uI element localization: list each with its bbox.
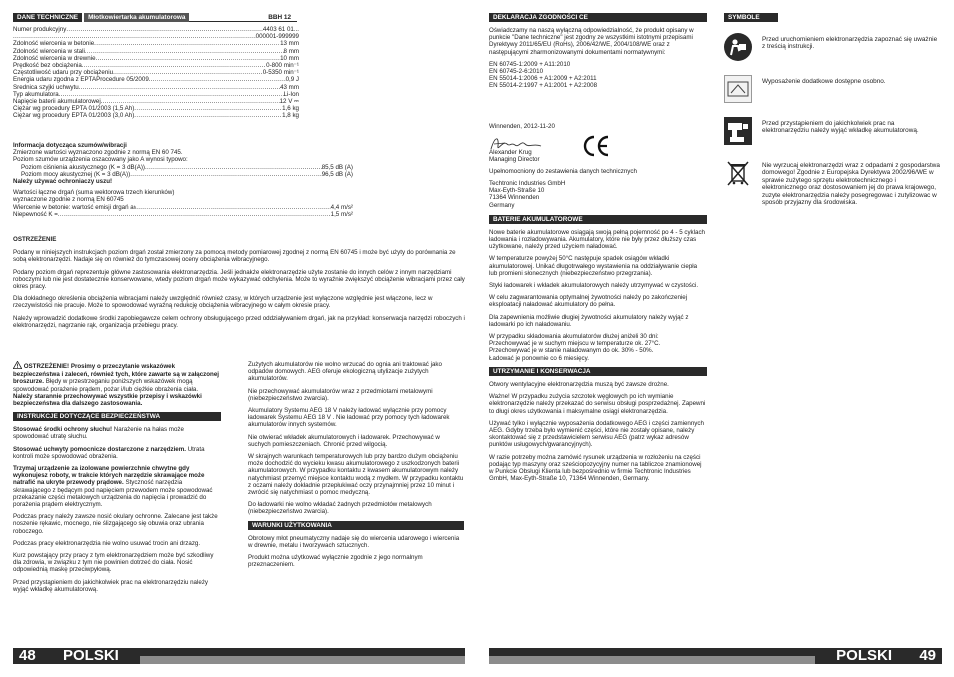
noise-pressure-row: Poziom ciśnienia akustycznego (K = 3 dB(A)) ..... 85,5 dB (A) — [13, 164, 353, 171]
page-49 — [477, 0, 954, 677]
spec-row: Napięcie baterii akumulatorowej ..... 12 V ⎓ — [13, 98, 299, 105]
vibration-warning-section — [13, 236, 465, 334]
safety-instructions-header: INSTRUKCJE DOTYCZĄCE BEZPIECZEŃSTWA — [13, 412, 221, 421]
safety-warning-text: Błędy w przestrzeganiu poniższych wskazówek mogą spowodować porażenie prądem, pożar i/lub ciężkie obrażenia ciała. — [13, 378, 199, 393]
noise-title: Informacja dotycząca szumów/wibracji — [13, 142, 127, 149]
spec-row: Zdolność wiercenia w drewnie ..... 10 mm — [13, 55, 299, 62]
ce-mark-icon — [581, 134, 611, 160]
language-label: POLSKI — [63, 647, 119, 664]
noise-intro1: Zmierzone wartości wyznaczono zgodnie z normą EN 60 745. — [13, 149, 183, 157]
vibration-intro1: Wartości łączne drgań (suma wektorowa trzech kierunków) — [13, 189, 175, 197]
batteries-header: BATERIE AKUMULATOROWE — [489, 215, 707, 224]
footer-right — [489, 648, 942, 664]
warning-para-1: Podany w niniejszych instrukcjach poziom drgań został zmierzony za pomocą metody pomiarowej zgodnej z normą EN 60745 i może być użyty do porównania ze sobą elektronarzędzi. Nadaje się on również do tymczasowej oceny obciążenia wibracyjnego. — [13, 249, 456, 264]
declaration-text: Oświadczamy na naszą wyłączną odpowiedzialność, że produkt opisany w punkcie "Dane techniczne" jest zgodny ze wszystkimi istotnymi przepisami Dyrektywy 2011/65/EU (RoHs), 2006/42/WE, 2004/108/WE oraz z następującymi zharmonizowanymi dokumentami normatywnymi: — [489, 27, 694, 56]
standard-item: EN 60745-1:2009 + A11:2010 — [489, 60, 571, 68]
page-number: 48 — [19, 647, 36, 664]
spec-row: Średnica szyjki uchwytu ..... 43 mm — [13, 84, 299, 91]
spec-row: Prędkość bez obciążenia ..... 0-800 min⁻¹ — [13, 62, 299, 69]
vibration-concrete-row: Wiercenie w betonie: wartość emisji drgań a h ..... 4,4 m/s² — [13, 204, 353, 211]
company-line: Max-Eyth-Straße 10 — [489, 187, 545, 195]
warning-para-3: Dla dokładnego określenia obciążenia wibracjami należy uwzględnić również czasy, w których urządzenie jest wyłączone względnie jest włączone, lecz w rzeczywistości nie pracuje. Może to spowodować wyraźną redukcję obciążenia wibracyjnego w całym okresie pracy. — [13, 295, 433, 310]
vibration-uncertainty-row: Niepewność K = ..... 1,5 m/s² — [13, 211, 353, 218]
crossed-bin-icon — [724, 159, 752, 187]
company-line: Germany — [489, 201, 515, 209]
symbol-read-manual: Przed uruchomieniem elektronarzędzia zapoznać się uważnie z treścią instrukcji. — [724, 33, 942, 61]
conditions-of-use-header: WARUNKI UŻYTKOWANIA — [248, 521, 464, 530]
ear-protection-note: Należy używać ochroniaczy uszu! — [13, 177, 113, 185]
spec-row: Ciężar wg procedury EPTA 01/2003 (1,5 Ah) ..... 1,6 kg — [13, 105, 299, 112]
spec-table — [13, 26, 299, 119]
standard-item: EN 55014-1:2006 + A1:2009 + A2:2011 — [489, 75, 597, 83]
tech-data-tab: DANE TECHNICZNE — [13, 13, 82, 22]
symbols-header: SYMBOLE — [724, 13, 778, 22]
maintenance-header: UTRZYMANIE I KONSERWACJA — [489, 367, 707, 376]
symbol-accessory: Wyposażenie dodatkowe dostępne osobno. — [724, 75, 942, 103]
noise-power-row: Poziom mocy akustycznej (K = 3 dB(A)) ..... 96,5 dB (A) — [13, 171, 353, 178]
authorized-note: Upełnomocniony do zestawienia danych technicznych — [489, 167, 637, 175]
spec-row: Numer produkcyjny ..... 4403 61 01... — [13, 26, 299, 33]
language-label: POLSKI — [836, 647, 892, 664]
spec-row: Zdolność wiercenia w stali ..... 8 mm — [13, 48, 299, 55]
standard-item: EN 55014-2:1997 + A1:2001 + A2:2008 — [489, 82, 598, 90]
vibration-intro2: wyznaczone zgodnie z normą EN 60745 — [13, 196, 124, 204]
signatory-position: Managing Director — [489, 155, 540, 163]
company-line: Techtronic Industries GmbH — [489, 180, 566, 188]
signatory-name: Alexander Krug — [489, 148, 532, 156]
spec-row: Częstotliwość udaru przy obciążeniu ..... 0-5350 min⁻¹ — [13, 69, 299, 76]
declaration-column: DEKLARACJA ZGODNOŚCI CE Oświadczamy na naszą wyłączną odpowiedzialność, że produkt opisany w punkcie "Dane techniczne" jest zgodny ze wszystkimi istotnymi przepisami Dyrektywy 2011/65/EU (RoHs), 2006/42/WE, 2004/108/WE oraz z następującymi zharmonizowanymi dokumentami normatywnymi: EN 60745-1:2009 + A11:2010 EN 60745-2-6:2010 EN 55014-1:2006 + A1:2009 + A2:2011 EN 55014-2:1997 + A1:2001 + A2:2008 Winnenden, 2012-11-20 Alexander Krug Managing Director Upełnomocniony do zestawienia danych technicznych Techtronic Industries GmbH Max-Eyth-Straße 10 71364 Winnenden Germany BATERIE AKUMULATOROWE Nowe baterie akumulatorowe osiągają swoją pełną pojemność po 4 - 5 cyklach ładowania i rozładowywania. Akumulatory, które nie były przez dłuższy czas użytkowane, należy przed użyciem naładować. W temperaturze powyżej 50°C następuje spadek osiągów wkładki akumulatorowej. Unikać długotrwałego wystawienia na oddziaływanie ciepła lub promieni słonecznych (niebezpieczeństwo przegrzania). Styki ładowarek i wkładek akumulatorowych należy utrzymywać w czystości. W celu zagwarantowania optymalnej żywotności należy po zakończeniej eksploatacji naładować akumulatory do pełna. Dla zapewnienia możliwie długiej żywotności akumulatory należy wyjąć z ładowarki po ich naładowaniu. W przypadku składowania akumulatorów dłużej aniżeli 30 dni: Przechowywać je w suchym miejscu w temperaturze ok. 27°C. Przechowywać je w stanie naładowanym do ok. 30% - 50%. Ładować je ponownie co 6 miesięcy. UTRZYMANIE I KONSERWACJA Otwory wentylacyjne elektronarzędzia muszą być zawsze drożne. Ważne! W przypadku zużycia szczotek węglowych po ich wymianie elektronarzędzie należy przekazać do serwisu obsługi posprzedażnej. Zapewni to długi okres użytkowania i maksymalne osiągi elektronarzędzia. Używać tylko i wyłącznie wyposażenia dodatkowego AEG i części zamiennych AEG. Gdyby trzeba było wymienić części, które nie zostały opisane, należy skontaktować się z przedstawicielem serwisu AEG (patrz wykaz adresów punktów usługowych/gwarancyjnych). W razie potrzeby można zamówić rysunek urządzenia w rozłożeniu na części podając typ maszyny oraz sześciopozycyjny numer na tabliczce znamionowej w Punkcie Obsługi Klienta lub bezpośrednio w firmie Techtronic Industries GmbH, Max-Eyth-Straße 10, 71364 Winnenden, Germany. — [489, 14, 706, 483]
spec-row: Zdolność wiercenia w betonie ..... 13 mm — [13, 40, 299, 47]
standard-item: EN 60745-2-6:2010 — [489, 68, 544, 76]
symbols-column — [724, 13, 942, 220]
footer-left — [13, 648, 465, 664]
battery-usage-column: Zużytych akumulatorów nie wolno wrzucać do ognia ani traktować jako odpadów domowych. AEG oferuje ekologiczną utylizacje zużytych akumulatorów. Nie przechowywać akumulatorów wraz z przedmiotami metalowymi (niebezpieczeństwo zwarcia). Akumulatory Systemu AEG 18 V należy ładować wyłącznie przy pomocy ładowarek Systemu AEG 18 V . Nie ładować przy pomocy tych ładowarek akumulatorów innych systemów. Nie otwierać wkładek akumulatorowych i ładowarek. Przechowywać w suchych pomieszczeniach. Chronić przed wilgocią. W skrajnych warunkach temperaturowych lub przy bardzo dużym obciążeniu może dochodzić do wycieku kwasu akumulatorowego z uszkodzonych baterii akumulatorowych. W przypadku kontaktu z kwasem akumulatorowym należy natychmiast przemyć miejsce kontaktu wodą z mydłem. W przypadku kontaktu z oczami należy dokładnie przepłukiwać oczy przynajmniej przez 10 minut i zwrócić się natychmiast o pomoc medyczną. Do ładowarki nie wolno wkładać żadnych przedmiotów metalowych (niebezpieczeństwo zwarcia). WARUNKI UŻYTKOWANIA Obrotowy młot pneumatyczny nadaje się do wiercenia udarowego i wiercenia w drewnie, metalu i tworzywach sztucznych. Produkt można użytkować wyłącznie zgodnie z jego normalnym przeznaczeniem. — [248, 361, 464, 569]
tech-data-header — [13, 13, 297, 22]
warning-para-4: Należy wprowadzić dodatkowe środki zapobiegawcze celem ochrony obsługującego przed oddziaływaniem drgań, jak na przykład: konserwacja narzędzi roboczych i elektronarzędzi, nagrzanie rąk, organizacja przebiegu pracy. — [13, 314, 465, 329]
warning-triangle-icon — [13, 361, 22, 371]
safety-warning-bold: OSTRZEŻENIE! Prosimy o przeczytanie wskazówek bezpieczeństwa i zaleceń, również tych, które zawarte są w załączonej broszurze. — [13, 363, 219, 386]
symbol-weee: Nie wyrzucaj elektronarzędzi wraz z odpadami z gospodarstwa domowego! Zgodnie z Europejska Dyrektywa 2002/96/WE w sprawie zużytego sprzętu elektrotechnicznego i elektronicznego oraz dostosowaniem jej do prawa krajowego, zuzyte elektronarzędzia należy posegregowac i zutylizowac w sposób przyjazny dla środowiska. — [724, 159, 942, 206]
spec-row: Energia udaru zgodna z EPTAProcedure 05/2009 ..... 0,9 J — [13, 76, 299, 83]
product-name-tab: Młotkowiertarka akumulatorowa — [84, 13, 189, 22]
remove-battery-icon — [724, 117, 752, 145]
spec-row: Typ akumulatora ..... Li-Ion — [13, 91, 299, 98]
page-number: 49 — [919, 647, 936, 664]
symbol-remove-battery: Przed przystąpieniem do jakichkolwiek prac na elektronarzędziu należy wyjąć wkładkę akumulatorową. — [724, 117, 942, 145]
spec-row: ..... 000001-999999 — [13, 33, 299, 40]
company-line: 71364 Winnenden — [489, 194, 540, 202]
safety-keep-note: Należy starannie przechowywać wszystkie przepisy i wskazówki bezpieczeństwa dla dalszego zastosowania. — [13, 392, 202, 408]
company-address — [489, 180, 707, 209]
standards-list — [489, 61, 707, 90]
safety-column: OSTRZEŻENIE! Prosimy o przeczytanie wskazówek bezpieczeństwa i zaleceń, również tych, które zawarte są w załączonej broszurze. Błędy w przestrzeganiu poniższych wskazówek mogą spowodować porażenie prądem, pożar i/lub ciężkie obrażenia ciała. Należy starannie przechowywać wszystkie przepisy i wskazówki bezpieczeństwa dla dalszego zastosowania. INSTRUKCJE DOTYCZĄCE BEZPIECZEŃSTWA Stosować środki ochrony słuchu! Narażenie na hałas może spowodować utratę słuchu. Stosować uchwyty pomocnicze dostarczone z narzędziem. Utrata kontroli może spowodować obrażenia. Trzymaj urządzenie za izolowane powierzchnie chwytne gdy wykonujesz roboty, w trakcie których narzędzie skrawające może natrafić na ukryte przewody prądowe. Styczność narzędzia skrawającego z będącym pod napięciem przewodem może spowodować przekazanie części metalowych urządzenia do napięcia i prowadzić do porażenia prądem elektrycznym. Podczas pracy należy zawsze nosić okulary ochronne. Zalecane jest także noszenie rękawic, mocnego, nie ślizgającego się obuwia oraz ubrania roboczego. Podczas pracy elektronarzędzia nie wolno usuwać trocin ani drzazg. Kurz powstający przy pracy z tym elektronarzędziem może być szkodliwy dla zdrowia, w związku z tym nie powinien dotrzeć do ciała. Nosić odpowiednią maskę przeciwpyłową. Przed przystąpieniem do jakichkolwiek prac na elektronarzędziu należy wyjąć wkładkę akumulatorową. — [13, 361, 221, 598]
spec-row: Ciężar wg procedury EPTA 01/2003 (3,0 Ah) ..... 1,8 kg — [13, 112, 299, 119]
warning-title: OSTRZEŻENIE — [13, 236, 57, 243]
declaration-header: DEKLARACJA ZGODNOŚCI CE — [489, 13, 707, 22]
noise-intro2: Poziom szumów urządzenia oszacowany jako A wynosi typowo: — [13, 156, 188, 164]
warning-para-2: Podany poziom drgań reprezentuje główne zastosowania elektronarzędzia. Jeśli jednakże elektronarzędzie użyte zostanie do innych celów z innym narzędziami roboczymi lub nie jest dostatecznie konserwowane, wtedy poziom drgań może wykazywać odchylenia. Może to wyraźnie zwiększyć obciążenie wibracjami przez cały okres pracy. — [13, 268, 465, 291]
noise-section — [13, 142, 353, 218]
model-label: BBH 12 — [189, 13, 297, 22]
read-manual-icon — [724, 33, 752, 61]
place-date: Winnenden, 2012-11-20 — [489, 122, 555, 130]
accessory-icon — [724, 75, 752, 103]
